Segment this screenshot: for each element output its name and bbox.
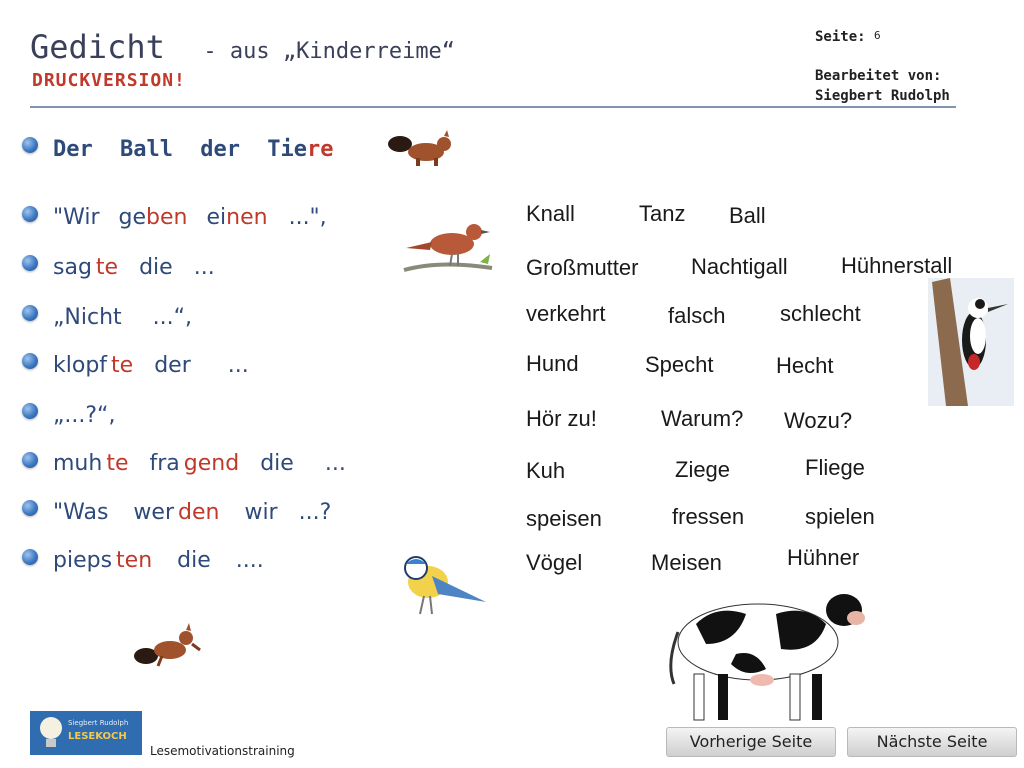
word-option: Fliege	[805, 455, 865, 480]
word-option: Meisen	[651, 550, 722, 575]
lightbulb-icon	[36, 715, 66, 751]
word-option: Knall	[526, 201, 575, 226]
cow-icon	[666, 584, 876, 724]
print-version-label: DRUCKVERSION!	[32, 70, 186, 91]
poem-line-6: muh te fra gend die ...	[53, 451, 346, 476]
word-option: Großmutter	[526, 255, 639, 280]
word-option: schlecht	[780, 301, 861, 326]
poem-line-3: „Nicht ...“,	[53, 305, 193, 330]
word-option: Wozu?	[784, 408, 853, 433]
word-option: Hühnerstall	[841, 253, 953, 278]
squirrel-icon	[132, 620, 204, 670]
poem-line-2: sag te die ...	[53, 255, 215, 280]
word-option: Hund	[526, 351, 579, 376]
word-option: Tanz	[639, 201, 686, 226]
word-option: spielen	[805, 504, 875, 529]
page-number: 6	[874, 29, 881, 42]
poem-line-5: „...?“,	[53, 403, 116, 428]
word-option: verkehrt	[526, 301, 606, 326]
word-option: Specht	[645, 352, 714, 377]
woodpecker-icon	[928, 278, 1014, 406]
lesekoch-logo	[30, 711, 142, 755]
word-option: Kuh	[526, 458, 566, 483]
page-label: Seite:	[815, 29, 866, 45]
word-option: Ball	[729, 203, 766, 228]
page-subtitle: - aus „Kinderreime“	[203, 39, 456, 64]
bullet-icon	[22, 255, 38, 271]
word-option: Hecht	[776, 353, 834, 378]
logo-author: Siegbert Rudolph	[68, 719, 129, 727]
nightingale-icon	[400, 210, 496, 280]
previous-page-button[interactable]: Vorherige Seite	[666, 727, 836, 757]
word-option: Vögel	[526, 550, 583, 575]
word-option: speisen	[526, 506, 602, 531]
bullet-icon	[22, 500, 38, 516]
edited-by-label: Bearbeitet von:	[815, 68, 942, 84]
poem-heading: Der Ball der Tiere	[53, 137, 334, 162]
bullet-icon	[22, 353, 38, 369]
poem-line-8: pieps ten die ....	[53, 548, 264, 573]
word-option: fressen	[672, 504, 745, 529]
word-option: Warum?	[661, 406, 744, 431]
edited-by-name: Siegbert Rudolph	[815, 88, 950, 104]
word-option: Ziege	[675, 457, 731, 482]
bullet-icon	[22, 137, 38, 153]
header-divider	[30, 106, 956, 108]
poem-line-1: "Wir geben einen ...",	[53, 205, 327, 230]
word-option: Hör zu!	[526, 406, 597, 431]
blue-tit-icon	[398, 552, 490, 624]
word-option: falsch	[668, 303, 726, 328]
squirrel-icon	[386, 128, 458, 168]
next-page-button[interactable]: Nächste Seite	[847, 727, 1017, 757]
logo-text: LESEKOCH	[68, 731, 127, 742]
bullet-icon	[22, 206, 38, 222]
word-option: Nachtigall	[691, 254, 788, 279]
word-option: Hühner	[787, 545, 860, 570]
bullet-icon	[22, 549, 38, 565]
bullet-icon	[22, 403, 38, 419]
bullet-icon	[22, 305, 38, 321]
page-title: Gedicht - aus „Kinderreime“	[30, 28, 456, 66]
bullet-icon	[22, 452, 38, 468]
poem-line-4: klopf te der ...	[53, 353, 249, 378]
poem-line-7: "Was wer den wir ...?	[53, 500, 332, 525]
footer-label: Lesemotivationstraining	[150, 744, 295, 758]
